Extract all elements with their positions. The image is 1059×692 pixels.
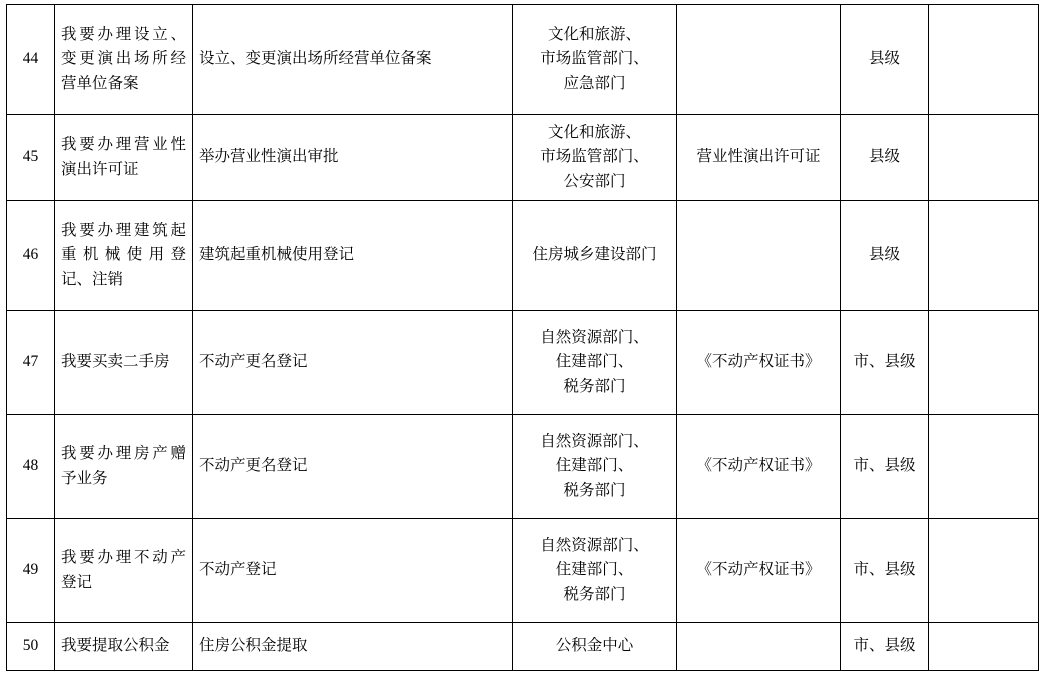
row-matter: 不动产更名登记 — [193, 311, 513, 415]
row-certificate — [677, 519, 841, 623]
row-certificate — [677, 415, 841, 519]
department-line: 住建部门、 — [555, 353, 634, 371]
row-service-name — [55, 415, 193, 519]
row-departments — [513, 201, 677, 311]
department-line: 文化和旅游、 — [547, 124, 641, 142]
row-level: 市、县级 — [841, 311, 929, 415]
certificate-line: 《不动产权证书》 — [696, 561, 821, 579]
department-line: 公积金中心 — [555, 637, 634, 655]
row-certificate — [677, 5, 841, 115]
row-service-name — [55, 201, 193, 311]
certificate-line: 营业性演出许可证 — [696, 148, 821, 166]
department-line: 住建部门、 — [555, 457, 634, 475]
department-line: 税务部门 — [563, 377, 626, 395]
row-index: 49 — [7, 519, 55, 623]
service-items-table — [6, 4, 1039, 671]
table-row — [7, 5, 1039, 115]
row-index: 45 — [7, 115, 55, 201]
service-name-line: 演出许可证 — [61, 160, 139, 178]
department-line: 市场监管部门、 — [540, 148, 649, 166]
service-name-line: 变更演出场所经 — [61, 50, 186, 68]
row-level: 市、县级 — [841, 415, 929, 519]
row-level: 县级 — [841, 5, 929, 115]
row-certificate — [677, 115, 841, 201]
row-index: 50 — [7, 623, 55, 671]
row-certificate — [677, 623, 841, 671]
table-row — [7, 519, 1039, 623]
row-certificate — [677, 311, 841, 415]
service-name-line: 我要办理房产赠 — [61, 445, 186, 463]
row-remark — [929, 115, 1039, 201]
row-remark — [929, 623, 1039, 671]
certificate-line: 《不动产权证书》 — [696, 353, 821, 371]
row-service-name — [55, 519, 193, 623]
table-row — [7, 623, 1039, 671]
row-departments — [513, 519, 677, 623]
row-matter: 设立、变更演出场所经营单位备案 — [193, 5, 513, 115]
row-certificate — [677, 201, 841, 311]
row-remark — [929, 201, 1039, 311]
department-line: 自然资源部门、 — [540, 537, 649, 555]
service-name-line: 记、注销 — [61, 270, 124, 288]
row-remark — [929, 311, 1039, 415]
service-name-line: 我要买卖二手房 — [61, 353, 170, 371]
service-name-line: 我要办理不动产 — [61, 549, 186, 567]
row-service-name — [55, 623, 193, 671]
row-departments — [513, 5, 677, 115]
row-service-name — [55, 311, 193, 415]
row-level: 县级 — [841, 115, 929, 201]
row-departments — [513, 115, 677, 201]
service-name-line: 营单位备案 — [61, 74, 139, 92]
row-level: 市、县级 — [841, 519, 929, 623]
department-line: 税务部门 — [563, 481, 626, 499]
document-page — [0, 4, 1059, 692]
service-name-line: 予业务 — [61, 469, 108, 487]
row-level: 县级 — [841, 201, 929, 311]
service-name-line: 我要办理建筑起 — [61, 222, 186, 240]
department-line: 自然资源部门、 — [540, 433, 649, 451]
row-level: 市、县级 — [841, 623, 929, 671]
row-departments — [513, 623, 677, 671]
row-remark — [929, 5, 1039, 115]
table-row — [7, 311, 1039, 415]
row-service-name — [55, 115, 193, 201]
row-index: 46 — [7, 201, 55, 311]
service-name-line: 重机械使用登 — [61, 246, 186, 264]
row-remark — [929, 415, 1039, 519]
row-matter: 建筑起重机械使用登记 — [193, 201, 513, 311]
service-name-line: 我要办理设立、 — [61, 26, 186, 44]
department-line: 住房城乡建设部门 — [532, 246, 657, 264]
department-line: 市场监管部门、 — [540, 50, 649, 68]
row-service-name — [55, 5, 193, 115]
table-row — [7, 115, 1039, 201]
row-remark — [929, 519, 1039, 623]
row-matter: 不动产登记 — [193, 519, 513, 623]
department-line: 文化和旅游、 — [547, 26, 641, 44]
row-index: 47 — [7, 311, 55, 415]
table-body — [7, 5, 1039, 671]
row-index: 44 — [7, 5, 55, 115]
department-line: 公安部门 — [563, 172, 626, 190]
row-departments — [513, 311, 677, 415]
department-line: 住建部门、 — [555, 561, 634, 579]
department-line: 自然资源部门、 — [540, 329, 649, 347]
department-line: 税务部门 — [563, 585, 626, 603]
department-line: 应急部门 — [563, 74, 626, 92]
certificate-line: 《不动产权证书》 — [696, 457, 821, 475]
row-departments — [513, 415, 677, 519]
row-matter: 住房公积金提取 — [193, 623, 513, 671]
table-row — [7, 415, 1039, 519]
row-matter: 不动产更名登记 — [193, 415, 513, 519]
table-row — [7, 201, 1039, 311]
service-name-line: 我要办理营业性 — [61, 136, 186, 154]
service-name-line: 我要提取公积金 — [61, 637, 170, 655]
row-matter: 举办营业性演出审批 — [193, 115, 513, 201]
row-index: 48 — [7, 415, 55, 519]
service-name-line: 登记 — [61, 573, 93, 591]
